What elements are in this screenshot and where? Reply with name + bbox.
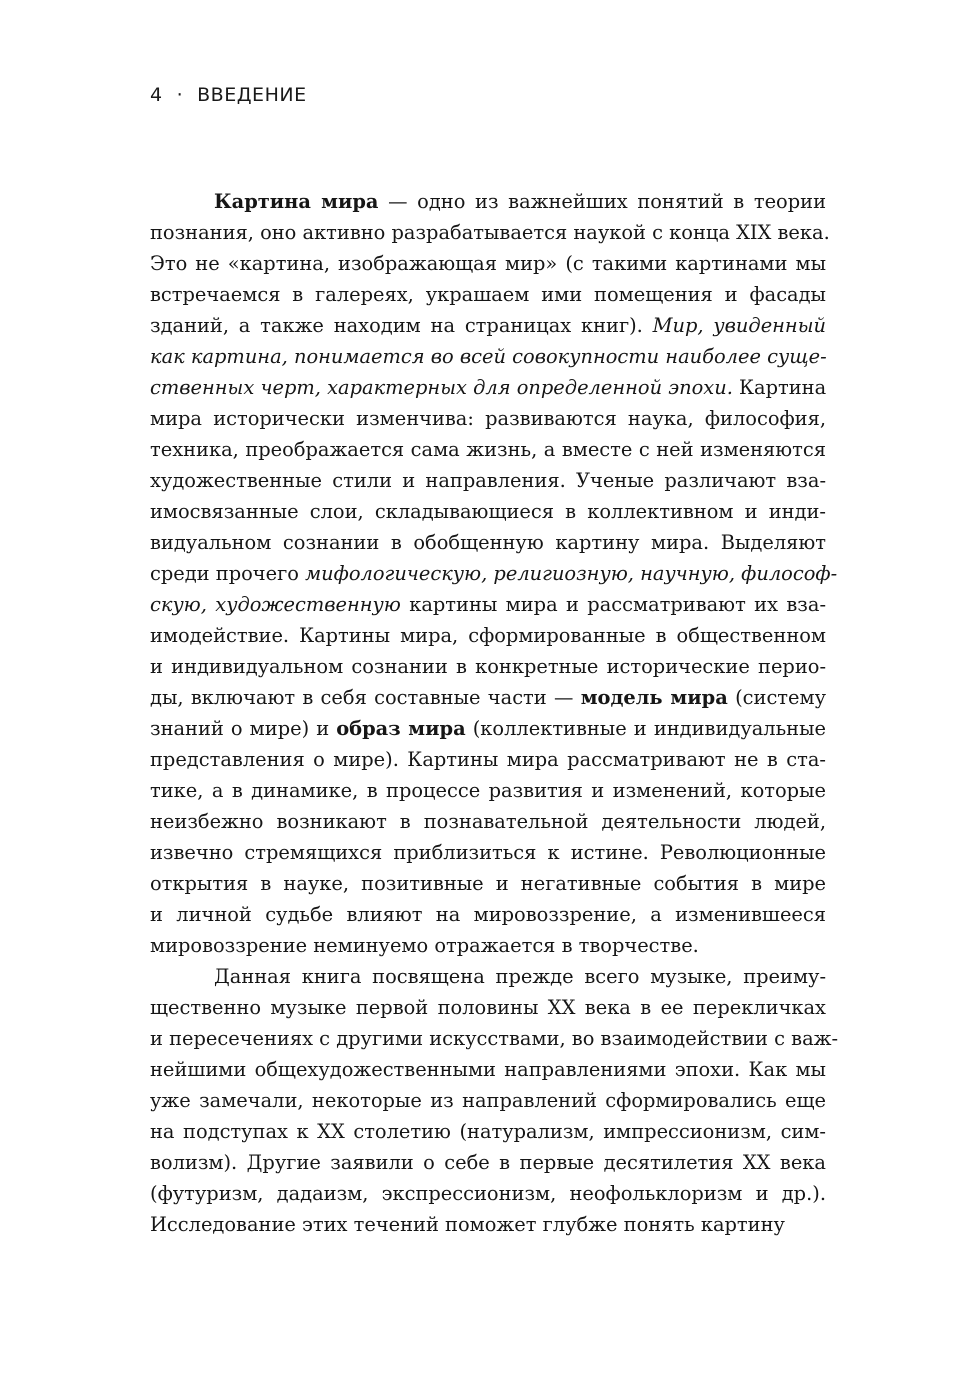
text-line (150, 248, 826, 279)
bold-term: модель мира (580, 686, 728, 709)
text-run: техника, преображается сама жизнь, а вместе с ней изменяются (150, 438, 826, 461)
italic-text: мифологическую, религиозную, научную, философ- (305, 562, 838, 585)
text-run: щественно музыке первой половины XX века в ее перекличках (150, 996, 826, 1019)
text-line (150, 1116, 826, 1147)
text-run: представления о мире). Картины мира рассматривают не в ста- (150, 748, 826, 771)
text-line (150, 1147, 826, 1178)
text-line (150, 868, 826, 899)
text-run: художественные стили и направления. Ученые различают вза- (150, 469, 826, 492)
text-line (150, 620, 826, 651)
text-run: среди прочего (150, 562, 306, 585)
text-run: уже замечали, некоторые из направлений сформировались еще (150, 1089, 826, 1112)
text-line (150, 1085, 826, 1116)
text-line (150, 310, 826, 341)
text-run: Данная книга посвящена прежде всего музыке, преиму- (214, 965, 826, 988)
text-run: извечно стремящихся приблизиться к истине. Революционные (150, 841, 826, 864)
text-run: Исследование этих течений поможет глубже понять картину (150, 1213, 785, 1236)
paragraph (150, 961, 839, 1240)
italic-text: Мир, увиденный (652, 314, 826, 337)
text-run: неизбежно возникают в познавательной деятельности людей, (150, 810, 826, 833)
text-run: тике, а в динамике, в процессе развития и изменений, которые (150, 779, 826, 802)
text-run: и пересечениях с другими искусствами, во взаимодействии с важ- (150, 1027, 839, 1050)
text-line (150, 279, 826, 310)
text-run: имодействие. Картины мира, сформированные в общественном (150, 624, 826, 647)
text-line (150, 496, 826, 527)
text-line (150, 930, 826, 961)
text-line (150, 372, 826, 403)
text-run: открытия в науке, позитивные и негативные события в мире (150, 872, 826, 895)
text-line (150, 1023, 839, 1054)
text-run: и индивидуальном сознании в конкретные исторические перио- (150, 655, 826, 678)
text-line (150, 682, 826, 713)
text-run: мира исторически изменчива: развиваются наука, философия, (150, 407, 826, 430)
header-separator: · (176, 84, 184, 106)
text-run: (коллективные и индивидуальные (465, 717, 826, 740)
paragraph (150, 186, 838, 961)
text-run: (футуризм, дадаизм, экспрессионизм, неофольклоризм и др.). (150, 1182, 826, 1205)
text-line (150, 558, 838, 589)
section-title: ВВЕДЕНИЕ (197, 84, 307, 106)
text-line (150, 527, 826, 558)
page-number: 4 (150, 84, 163, 106)
text-line (150, 465, 826, 496)
text-line (150, 1054, 826, 1085)
text-line (150, 217, 830, 248)
italic-text: ственных черт, характерных для определенной эпохи. (150, 376, 733, 399)
text-run: волизм). Другие заявили о себе в первые десятилетия XX века (150, 1151, 826, 1174)
text-line (150, 651, 826, 682)
text-run: картины мира и рассматривают их вза- (400, 593, 826, 616)
text-run: (систему (727, 686, 826, 709)
running-head (150, 84, 307, 106)
text-line (150, 961, 826, 992)
text-line (150, 403, 826, 434)
text-line (150, 186, 826, 217)
text-line (150, 1178, 826, 1209)
text-run: — одно из важнейших понятий в теории (378, 190, 826, 213)
text-run: встречаемся в галереях, украшаем ими помещения и фасады (150, 283, 826, 306)
text-run: зданий, а также находим на страницах книг). (150, 314, 653, 337)
text-run: нейшими общехудожественными направлениями эпохи. Как мы (150, 1058, 826, 1081)
bold-term: образ мира (336, 717, 466, 740)
text-run: имосвязанные слои, складывающиеся в коллективном и инди- (150, 500, 826, 523)
italic-text: как картина, понимается во всей совокупности наиболее суще- (150, 345, 827, 368)
text-line (150, 992, 826, 1023)
text-line (150, 1209, 826, 1240)
text-run: мировоззрение неминуемо отражается в творчестве. (150, 934, 699, 957)
text-run: познания, оно активно разрабатывается наукой с конца XIX века. (150, 221, 830, 244)
text-line (150, 775, 826, 806)
text-line (150, 899, 826, 930)
text-line (150, 589, 826, 620)
text-run: и личной судьбе влияют на мировоззрение, а изменившееся (150, 903, 826, 926)
text-run: знаний о мире) и (150, 717, 337, 740)
text-line (150, 713, 826, 744)
text-run: Картина (732, 376, 827, 399)
text-run: ды, включают в себя составные части — (150, 686, 581, 709)
text-run: на подступах к XX столетию (натурализм, импрессионизм, сим- (150, 1120, 826, 1143)
text-line (150, 744, 826, 775)
text-line (150, 837, 826, 868)
text-line (150, 806, 826, 837)
italic-text: скую, художественную (150, 593, 401, 616)
bold-term: Картина мира (214, 190, 379, 213)
body-text (150, 186, 839, 1240)
text-run: Это не «картина, изображающая мир» (с такими картинами мы (150, 252, 826, 275)
text-line (150, 341, 826, 372)
text-line (150, 434, 826, 465)
text-run: видуальном сознании в обобщенную картину мира. Выделяют (150, 531, 826, 554)
